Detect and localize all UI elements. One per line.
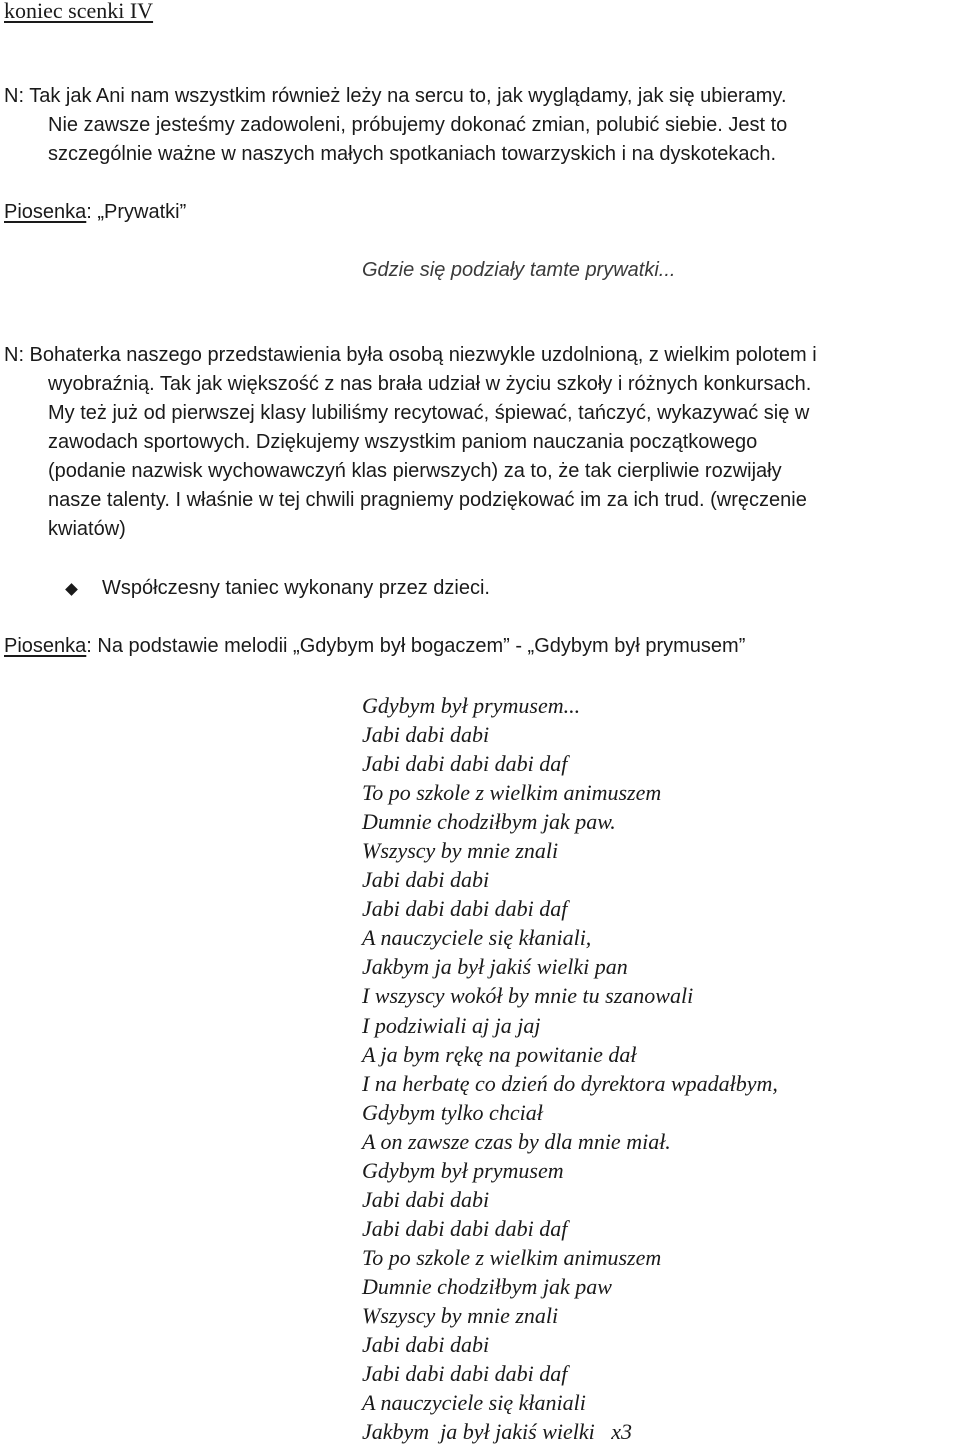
- scene-end-heading: koniec scenki IV: [4, 0, 154, 23]
- lyric-line: Jabi dabi dabi: [362, 1186, 490, 1212]
- lyric-line: A ja bym rękę na powitanie dał: [362, 1041, 637, 1067]
- narration2-line-4: zawodach sportowych. Dziękujemy wszystkim paniom nauczania początkowego: [48, 431, 758, 453]
- lyric-line: Jabi dabi dabi: [362, 722, 490, 748]
- lyric-line: Gdybym był prymusem...: [362, 693, 581, 718]
- narration-line-3: szczególnie ważne w naszych małych spotkaniach towarzyskich i na dyskotekach.: [48, 143, 777, 165]
- narration2-line-2: wyobraźnią. Tak jak większość z nas brała udział w życiu szkoły i różnych konkursach.: [48, 373, 812, 395]
- narration2-line-7: kwiatów): [48, 518, 126, 540]
- lyric-line: To po szkole z wielkim animuszem: [362, 780, 662, 806]
- narration2-line-3: My też już od pierwszej klasy lubiliśmy recytować, śpiewać, tańczyć, wykazywać się w: [48, 402, 810, 424]
- lyric-line: Jabi dabi dabi dabi daf: [362, 1215, 568, 1241]
- song-1-subtitle: Gdzie się podziały tamte prywatki...: [362, 259, 676, 281]
- lyric-line: To po szkole z wielkim animuszem: [362, 1244, 662, 1270]
- lyric-line: I wszyscy wokół by mnie tu szanowali: [362, 983, 694, 1009]
- lyric-line: A on zawsze czas by dla mnie miał.: [362, 1128, 671, 1154]
- lyric-line: Dumnie chodziłbym jak paw.: [362, 809, 616, 835]
- narration2-line-6: nasze talenty. I właśnie w tej chwili pragniemy podziękować im za ich trud. (wręczenie: [48, 489, 807, 511]
- dance-note: Współczesny taniec wykonany przez dzieci.: [102, 577, 490, 599]
- lyric-line: Jabi dabi dabi: [362, 867, 490, 893]
- song-2-label: Piosenka: [4, 635, 87, 657]
- song-2-heading: [4, 632, 745, 661]
- lyric-line: I na herbatę co dzień do dyrektora wpadałbym,: [362, 1070, 778, 1096]
- song-1-label: Piosenka: [4, 201, 87, 223]
- lyric-line: A nauczyciele się kłaniali: [362, 1390, 586, 1416]
- lyric-line: Jakbym ja był jakiś wielki x3: [362, 1419, 633, 1445]
- song-1-title: : „Prywatki”: [86, 201, 187, 223]
- narration-line-2: Nie zawsze jesteśmy zadowoleni, próbujemy dokonać zmian, polubić siebie. Jest to: [48, 114, 788, 136]
- lyric-line: Gdybym był prymusem: [362, 1157, 564, 1183]
- lyric-line: Wszyscy by mnie znali: [362, 838, 559, 864]
- lyric-line: Jabi dabi dabi: [362, 1332, 490, 1358]
- song-2-title: : Na podstawie melodii „Gdybym był bogaczem” - „Gdybym był prymusem”: [86, 635, 746, 657]
- narration2-line-5: (podanie nazwisk wychowawczyń klas pierwszych) za to, że tak cierpliwie rozwijały: [48, 460, 782, 482]
- lyric-line: Wszyscy by mnie znali: [362, 1302, 559, 1328]
- song-2-lyrics: [362, 691, 778, 1446]
- lyric-line: Jakbym ja był jakiś wielki pan: [362, 954, 628, 980]
- lyric-line: Jabi dabi dabi dabi daf: [362, 896, 568, 922]
- narration-line-1: N: Tak jak Ani nam wszystkim również leży na sercu to, jak wyglądamy, jak się ubieramy.: [4, 85, 787, 107]
- song-1-heading: [4, 198, 186, 227]
- lyric-line: Jabi dabi dabi dabi daf: [362, 1361, 568, 1387]
- narration2-line-1: N: Bohaterka naszego przedstawienia była osobą niezwykle uzdolnioną, z wielkim polotem i: [4, 344, 817, 366]
- lyric-line: Dumnie chodziłbym jak paw: [362, 1273, 612, 1299]
- lyric-line: A nauczyciele się kłaniali,: [362, 925, 592, 951]
- lyric-line: I podziwiali aj ja jaj: [362, 1012, 541, 1038]
- diamond-bullet-icon: [65, 583, 78, 596]
- lyric-line: Jabi dabi dabi dabi daf: [362, 751, 568, 777]
- lyric-line: Gdybym tylko chciał: [362, 1099, 543, 1125]
